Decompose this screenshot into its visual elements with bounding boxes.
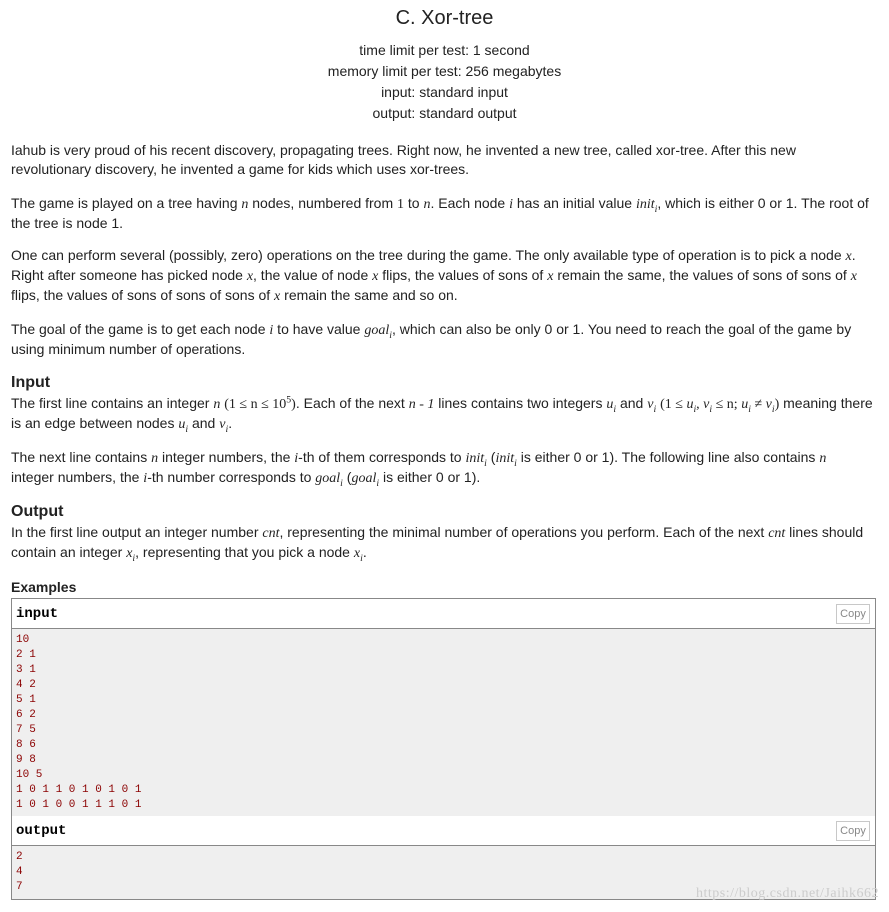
example-output-header	[12, 816, 875, 846]
example-input-content	[12, 629, 875, 817]
code-line: 1 0 1 0 0 1 1 1 0 1	[16, 799, 142, 811]
input-paragraph-2: The next line contains n integer numbers, the i-th of them corresponds to init$_i$ (init$_i$ is either 0 or 1). The following line also contains n integer numbers, the i-th number corresponds to goal$_i$ (goal$_i$ is either 0 or 1).	[11, 449, 827, 489]
input-heading: Input	[11, 374, 51, 391]
example-input-label: input	[16, 606, 59, 622]
statement-paragraph-3: One can perform several (possibly, zero) operations on the tree during the game. The only available type of operation is to pick a node x. Right after someone has picked node x, the value of node x flips, the values of sons of x remain the same, the values of sons of sons of x flips, the values of sons of sons of sons of x remain the same and so on.	[11, 247, 857, 304]
code-line: 7	[16, 881, 23, 893]
code-line: 4 2	[16, 679, 36, 691]
problem-title: C. Xor-tree	[395, 7, 494, 29]
example-input-header	[12, 599, 875, 629]
code-line: 5 1	[16, 694, 36, 706]
problem-header	[0, 6, 889, 124]
statement-paragraph-1: Iahub is very proud of his recent discovery, propagating trees. Right now, he invented a new tree, called xor-tree. After this new revolutionary discovery, he invented a game for kids which uses xor-trees.	[11, 142, 796, 177]
code-line: 2 1	[16, 649, 36, 661]
code-line: 8 6	[16, 739, 36, 751]
statement-paragraph-2: The game is played on a tree having n nodes, numbered from 1 to n. Each node i has an initial value init$_i$, which is either 0 or 1. The root of the tree is node 1.	[11, 195, 869, 231]
code-line: 9 8	[16, 754, 36, 766]
copy-output-button[interactable]: Copy	[836, 821, 870, 841]
code-line: 10 5	[16, 769, 43, 781]
time-limit: time limit per test: 1 second	[359, 42, 530, 58]
input-spec: input: standard input	[381, 84, 508, 100]
copy-input-button[interactable]: Copy	[836, 604, 870, 624]
output-paragraph-1: In the first line output an integer number cnt, representing the minimal number of operations you perform. Each of the next cnt lines should contain an integer $x_i$, representing that you pick a node $x_i$.	[11, 524, 864, 564]
input-paragraph-1: The first line contains an integer n $(1 \le n \le 10^5)$. Each of the next n - 1 lines contains two integers $u_i$ and $v_i$ ($1 \le u_i$, $v_i \le n$; $u_i \ne v_i$) meaning there is an edge between nodes $u_i$ and $v_i$.	[11, 394, 873, 435]
example-output-label: output	[16, 823, 67, 839]
code-line: 4	[16, 866, 23, 878]
examples-heading: Examples	[11, 579, 77, 595]
output-heading: Output	[11, 503, 64, 520]
watermark: https://blog.csdn.net/Jaihk662	[696, 886, 879, 901]
code-line: 2	[16, 851, 23, 863]
statement-paragraph-4: The goal of the game is to get each node i to have value goal$_i$, which can also be only 0 or 1. You need to reach the goal of the game by using minimum number of operations.	[11, 321, 852, 357]
code-line: 7 5	[16, 724, 36, 736]
problem-limits	[0, 40, 889, 124]
code-line: 6 2	[16, 709, 36, 721]
example-input-box	[11, 598, 876, 818]
code-line: 1 0 1 1 0 1 0 1 0 1	[16, 784, 142, 796]
output-spec: output: standard output	[372, 105, 517, 121]
code-line: 10	[16, 634, 30, 646]
memory-limit: memory limit per test: 256 megabytes	[327, 63, 562, 79]
code-line: 3 1	[16, 664, 36, 676]
